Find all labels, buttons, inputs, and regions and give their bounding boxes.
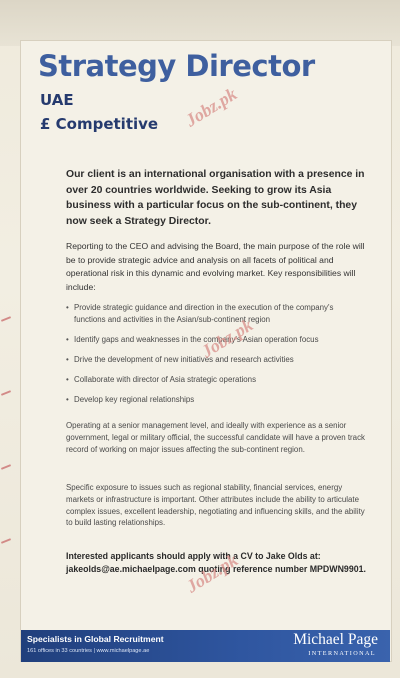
list-item: • Provide strategic guidance and direction in the execution of the company's functions and activities in the Asian/sub-continent region [66, 302, 366, 325]
watermark: Jobz.pk [182, 549, 242, 597]
job-salary: £ Competitive [40, 115, 159, 133]
job-title: Strategy Director [38, 49, 315, 83]
intro-paragraph: Our client is an international organisation with a presence in over 20 countries worldwide. Seeking to grow its Asia business with a particular focus on the sub-continent, they now seek a Strategy Director. [66, 169, 365, 227]
list-item: • Identify gaps and weaknesses in the company's Asian operation focus [66, 334, 366, 346]
job-location: UAE [40, 91, 74, 109]
list-item: • Collaborate with director of Asia strategic operations [66, 374, 366, 386]
specific-paragraph: Specific exposure to issues such as regional stability, financial services, energy markets or infrastructure is important. Other attributes include the ability to articulate complex issues, excellent leadership, negotiating and influencing skills, and the ability to build lasting relationships. [66, 483, 365, 528]
apply-instructions: Interested applicants should apply with a CV to Jake Olds at: jakeolds@ae.michaelpage.com quoting reference number MPDWN9901. [66, 551, 366, 574]
purpose-paragraph: Reporting to the CEO and advising the Board, the main purpose of the role will be to provide strategic advice and analysis on all facets of political and operational risk in this dynamic and evolving market. Key responsibilities will include: [66, 241, 365, 292]
list-item: • Drive the development of new initiatives and research activities [66, 354, 366, 366]
recruiter-footer-bar [21, 630, 390, 662]
responsibilities-list [66, 302, 366, 414]
brand-logo: Michael Page [293, 631, 378, 648]
experience-paragraph: Operating at a senior management level, and ideally with experience as a senior government, legal or military official, the successful candidate will have a proven track record of working on major issues affecting the sub-continent region. [66, 421, 365, 454]
watermark: Jobz.pk [197, 314, 257, 362]
brand-logo-subtitle: INTERNATIONAL [308, 650, 376, 657]
list-item: • Develop key regional relationships [66, 394, 366, 406]
footer-offices: 161 offices in 33 countries | www.michaelpage.ae [27, 648, 150, 654]
footer-tagline: Specialists in Global Recruitment [27, 634, 164, 644]
watermark: Jobz.pk [181, 83, 241, 131]
